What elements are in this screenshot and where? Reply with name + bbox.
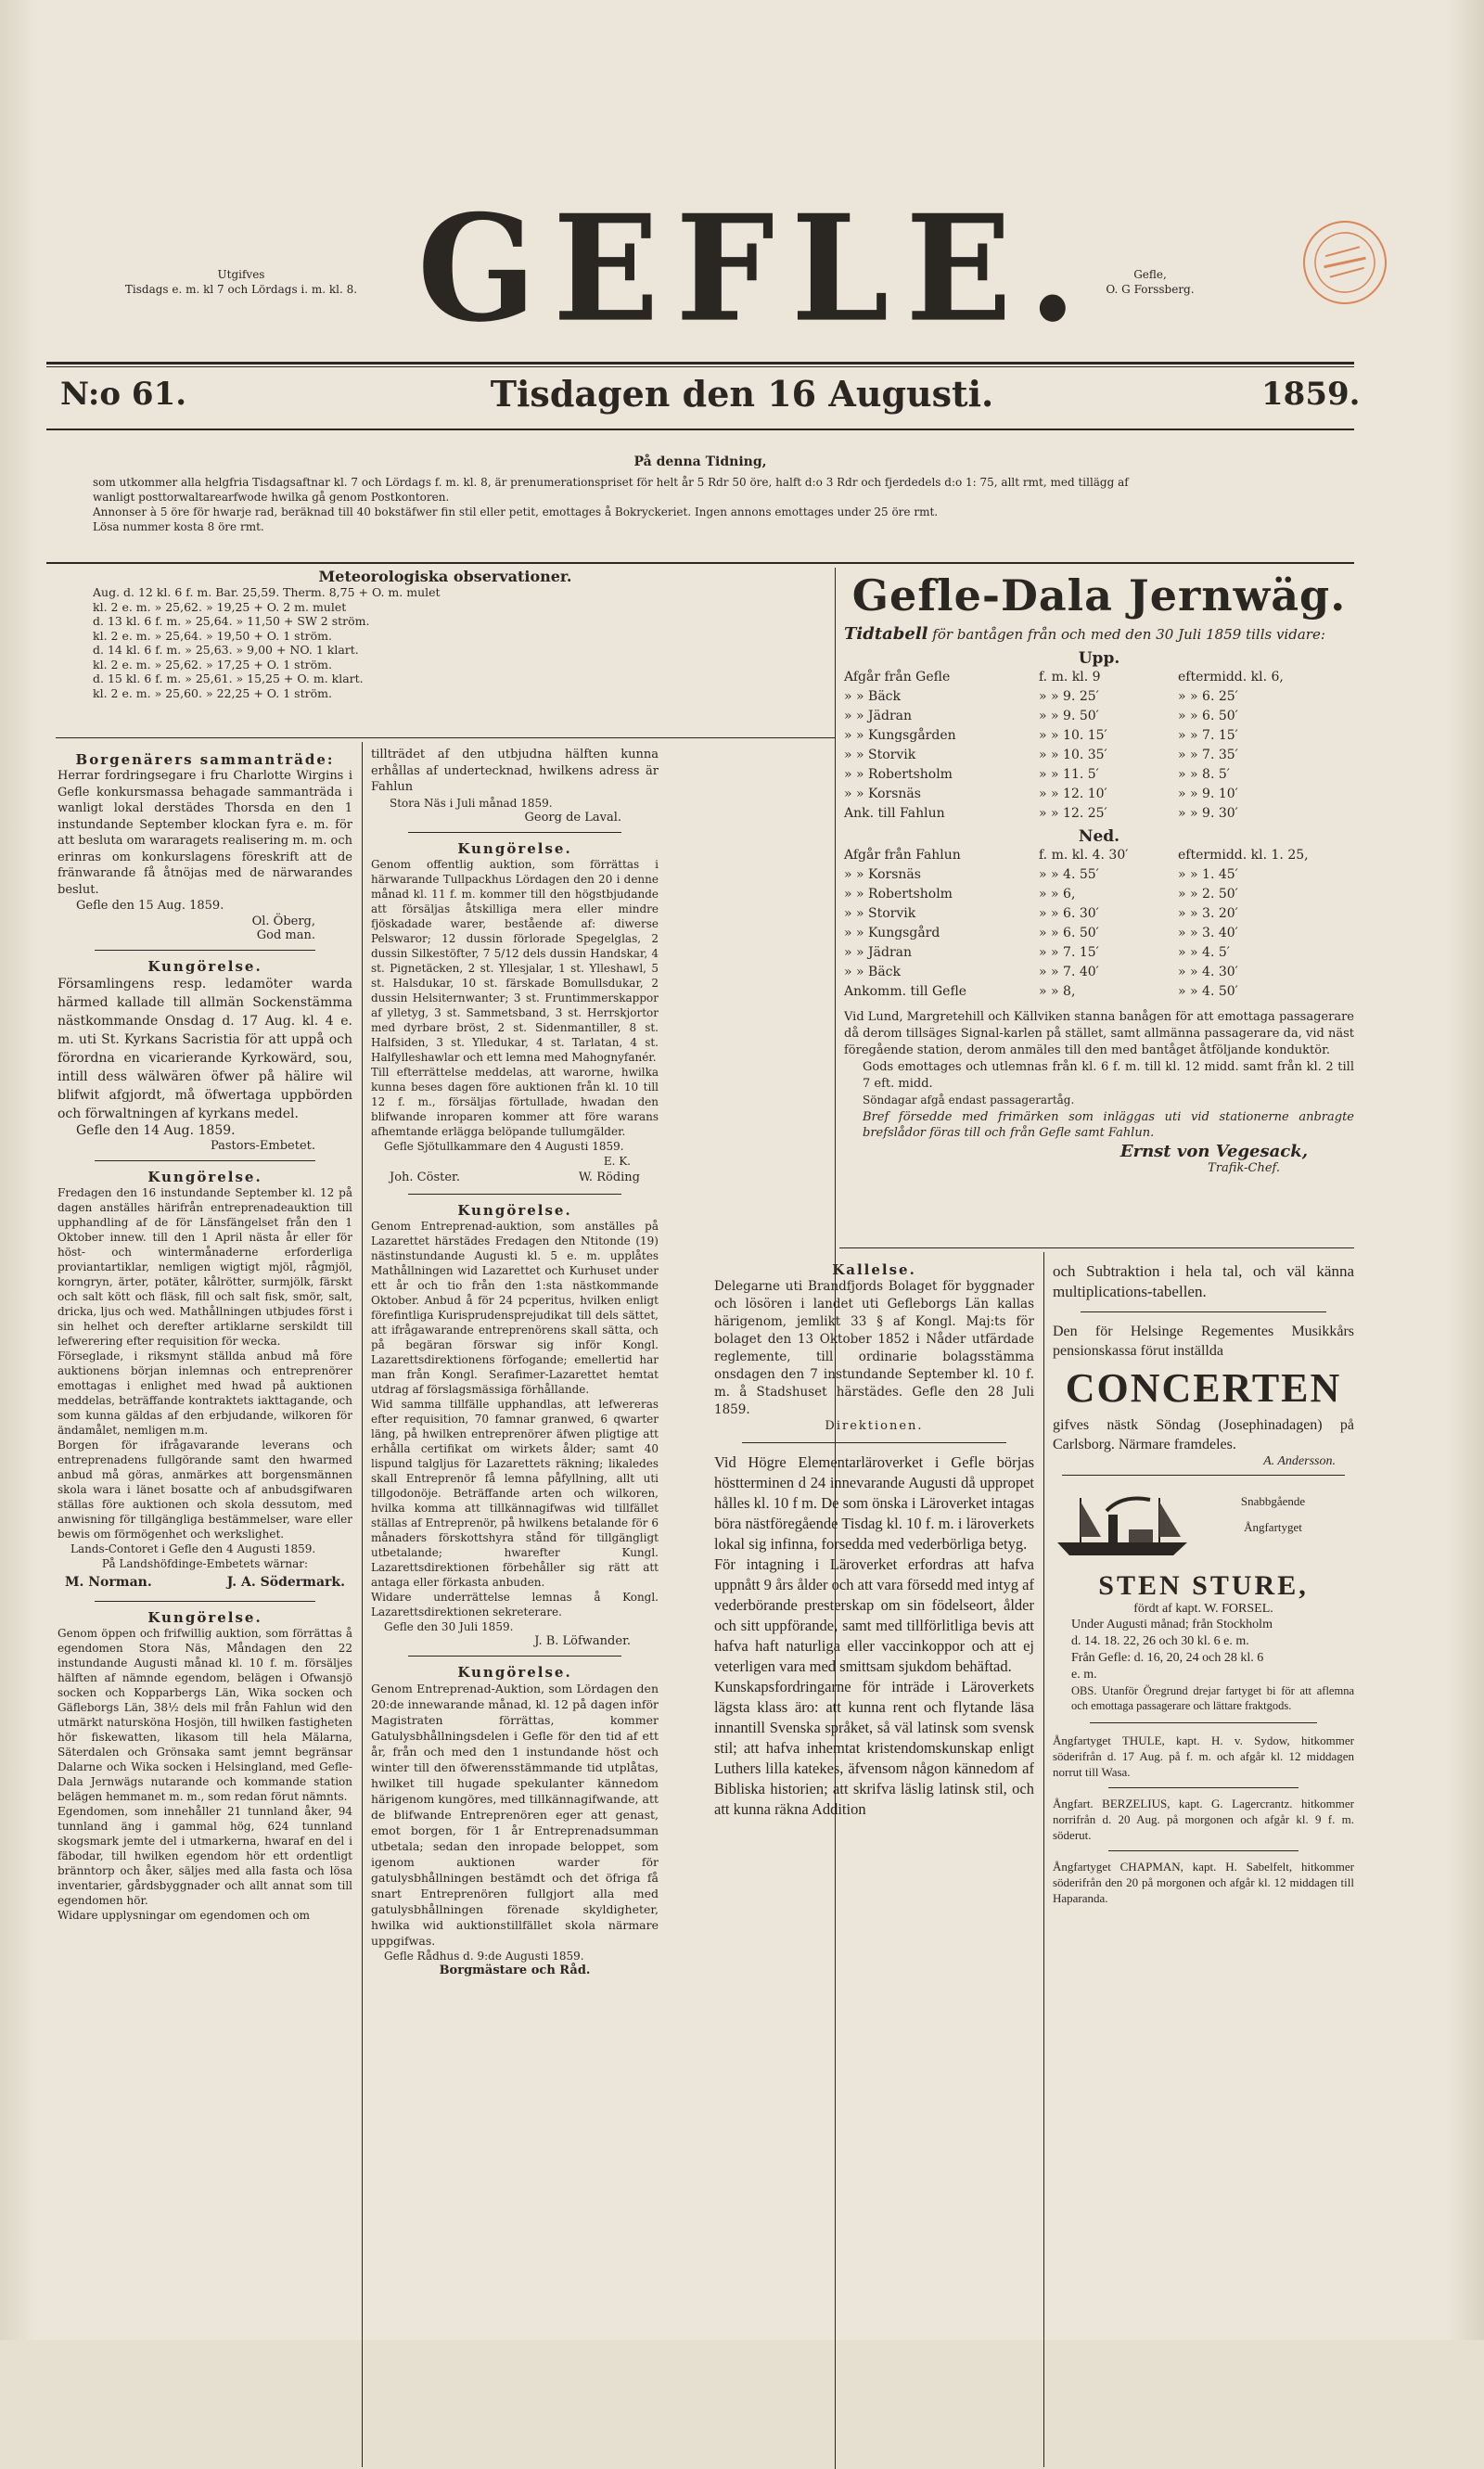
steamship-line4: e. m. xyxy=(1071,1668,1097,1682)
railway-note2: Gods emottages och utlemnas från kl. 6 f. m. till kl. 12 midd. samt från kl. 2 till 7 eft. midd. xyxy=(863,1060,1354,1091)
timetable-cell: f. m. kl. 9 xyxy=(1039,670,1101,684)
timetable-row xyxy=(844,943,1354,963)
issue-date: Tisdagen den 16 Augusti. xyxy=(490,373,994,415)
masthead-rule-thin xyxy=(46,366,1354,367)
meteo-rule xyxy=(56,737,835,738)
timetable-cell: f. m. kl. 4. 30′ xyxy=(1039,848,1129,863)
chapman-body: Ångfartyget CHAPMAN, kapt. H. Sabelfelt, hitkommer söderifrån den 20 på morgonen och afgår kl. 12 middagen till Haparanda. xyxy=(1053,1860,1354,1905)
notice-lighting-sig: Borgmästare och Råd. xyxy=(439,1963,591,1977)
school-cont-body: och Subtraktion i hela tal, och väl känna multiplications-tabellen. xyxy=(1053,1262,1354,1300)
railway-up-title: Upp. xyxy=(1078,649,1120,668)
notice-provisions-sigs xyxy=(58,1571,352,1593)
timetable-row xyxy=(844,885,1354,904)
timetable-cell: » » Storvik xyxy=(844,906,916,921)
railway-sig: Ernst von Vegesack, xyxy=(1119,1141,1308,1161)
timetable-cell: » » 4. 55′ xyxy=(1039,867,1099,882)
railway-tidtabell: Tidtabell xyxy=(844,624,928,644)
notice-estate-body: Genom öppen och frifwillig auktion, som förrättas å egendomen Stora Näs, Måndagen den 22 instundande Augusti månad kl. 10 f. m. försäljes hälften af nämnde egendom, belägen i Ofwansjö socken och Kopparbergs Län, Wika socken och Gäfleborgs Län, 38½ dels mil från Fahlun wid den utmärkt natursköna Hosjön, till hwilken fastigheten hör fiskewatten, likasom till hela Mälarna, Säterdalen och Grönsaka samt jemnt begränsar Dalarne och Wika socken i Helsingland, med Gefle-Dala Jernwägs nutarande och kommande station belägen hemmanet m. m., som redan förut nämnts. xyxy=(58,1627,352,1803)
steamship-small2: Ångfartyget xyxy=(1244,1520,1302,1534)
timetable-cell: » » Jädran xyxy=(844,945,913,960)
meteo-row: kl. 2 e. m. » 25,62. » 17,25 + O. 1 ström. xyxy=(93,657,332,672)
railway-subtitle xyxy=(844,624,1354,644)
timetable-cell: » » 10. 35′ xyxy=(1039,748,1107,762)
timetable-cell: » » Kungsgård xyxy=(844,926,940,940)
meteo-row: Aug. d. 12 kl. 6 f. m. Bar. 25,59. Therm. 8,75 + O. m. mulet xyxy=(93,585,441,599)
creditors-title: Borgenärers sammanträde: xyxy=(75,751,335,768)
timetable-cell: » » 3. 40′ xyxy=(1178,926,1238,940)
timetable-row xyxy=(844,785,1354,804)
timetable-cell: » » 7. 15′ xyxy=(1039,945,1099,960)
divider xyxy=(408,1194,621,1195)
fire-insurance-body: Delegarne uti Brandfjords Bolaget för byggnader och lösören i landet uti Gefleborgs Län kallas härigenom, jemlikt 33 § af Kongl. Maj:ts för bolaget den 13 Oktober 1852 i Nåder utfärdade reglemente, till ordinarie bolagsstämma onsdagen den 7 instundande September kl. 10 f. m. å Stadshuset härstädes. Gefle den 28 Juli 1859. xyxy=(714,1279,1034,1417)
meteo-block xyxy=(83,568,807,700)
divider xyxy=(408,832,621,833)
notice-hospital-sig: J. B. Löfwander. xyxy=(534,1633,631,1648)
notice-hospital-title: Kungörelse. xyxy=(457,1201,572,1219)
notice-parish-date: Gefle den 14 Aug. 1859. xyxy=(76,1122,236,1138)
masthead-rule xyxy=(46,362,1354,365)
estate-cont-date: Stora Näs i Juli månad 1859. xyxy=(390,796,553,810)
masthead-left-top: Utgifves xyxy=(217,268,265,281)
subscription-line4: Lösa nummer kosta 8 öre rmt. xyxy=(93,520,264,533)
school-body3: Kunskapsfordringarne för inträde i Läroverkets lägsta klass äro: att kunna rent och flytande läsa innantill Svenska språket, så väl latinsk som svensk stil; att hafva inhemtat kristendomskunskap enligt Luthers lilla katekes, äfvensom någon kännedom af Bibliska historien; att skrifva läslig latinsk stil, och att kunna räkna Addition xyxy=(714,1678,1034,1818)
timetable-cell: » » 9. 30′ xyxy=(1178,806,1238,821)
notice-estate-body3: Widare upplysningar om egendomen och om xyxy=(58,1909,311,1922)
signature-coster: Joh. Cöster. xyxy=(390,1170,460,1184)
railway-down-table xyxy=(844,846,1354,1002)
timetable-row xyxy=(844,687,1354,707)
timetable-cell: » » 10. 15′ xyxy=(1039,728,1107,743)
timetable-row xyxy=(844,904,1354,924)
steamship-icon xyxy=(1053,1489,1192,1561)
railway-rule xyxy=(839,1247,1354,1248)
signature-norman: M. Norman. xyxy=(65,1575,152,1590)
notice-parish-sig: Pastors-Embetet. xyxy=(210,1139,315,1153)
meteo-row: kl. 2 e. m. » 25,60. » 22,25 + O. 1 ström. xyxy=(93,685,332,700)
notice-customs-body: Genom offentlig auktion, som förrättas i härwarande Tullpackhus Lördagen den 20 i denne månad kl. 11 f. m. kommer till den högstbjudande att försäljas åtskilliga mera eller mindre fjöskadade warer, bestående af: diwerse Pelswaror; 12 dussin förlorade Spegelglas, 2 dussin Silkestöfter, 7 5/12 dels dussin Handskar, 4 st. Pignetäcken, 2 st. Yllesjalar, 1 st. Ylleshawl, 5 st. Halsdukar, 10 st. färskade Bomullsdukar, 2 dussin Helsiternwanter; 3 st. Fruntimmerskappor af ylletyg, 3 st. Sammetsband, 3 st. Herrskjortor med dyrbare bröst, 2 st. Sidenmantiller, 8 st. Halfsiden, 3 st. Ylledukar, 4 st. Tarlatan, 4 st. Halfylleshawlar och ett lemna med Mahognyfanér. xyxy=(371,857,659,1064)
divider xyxy=(1062,1475,1345,1476)
issue-number: N:o 61. xyxy=(60,376,187,413)
timetable-row xyxy=(844,982,1354,1002)
steamship-block xyxy=(1053,1481,1354,1570)
steamship-line1: Under Augusti månad; från Stockholm xyxy=(1071,1618,1273,1631)
timetable-cell: » » 4. 50′ xyxy=(1178,984,1238,999)
school-body: Vid Högre Elementarläroverket i Gefle börjas höstterminen d 24 innevarande Augusti då uppropet hålles kl. 10 f m. De som önska i Läroverket intagas böra nästföregående Tisdag kl. 10 f. m. i läroverkets lokal sig infinna, forsedda med vederbörliga betyg. xyxy=(714,1453,1034,1553)
timetable-cell: » » 4. 30′ xyxy=(1178,965,1238,979)
timetable-cell: » » 11. 5′ xyxy=(1039,767,1099,782)
issue-year: 1859. xyxy=(1261,376,1361,413)
divider xyxy=(95,950,315,951)
timetable-cell: » » 6. 30′ xyxy=(1039,906,1099,921)
divider xyxy=(1081,1311,1326,1312)
timetable-cell: » » 4. 5′ xyxy=(1178,945,1230,960)
railway-title: Gefle-Dala Jernwäg. xyxy=(851,570,1347,620)
masthead-right xyxy=(1067,267,1234,297)
notice-lighting-title: Kungörelse. xyxy=(457,1663,572,1681)
steamship-line2: d. 14. 18. 22, 26 och 30 kl. 6 e. m. xyxy=(1071,1634,1249,1648)
notice-customs-ek: E. K. xyxy=(603,1154,631,1168)
meteo-row: kl. 2 e. m. » 25,62. » 19,25 + O. 2 m. mulet xyxy=(93,599,347,614)
timetable-cell: » » Robertsholm xyxy=(844,887,953,902)
notice-provisions-office: På Landshöfdinge-Embetets wärnar: xyxy=(101,1557,309,1570)
meteo-row: d. 13 kl. 6 f. m. » 25,64. » 11,50 + SW 2 ström. xyxy=(93,614,370,628)
steamship-schedule xyxy=(1053,1617,1354,1683)
meteo-table xyxy=(93,585,807,700)
column-3 xyxy=(714,1261,1034,1820)
railway-ad xyxy=(844,570,1354,1175)
timetable-cell: » » 1. 45′ xyxy=(1178,867,1238,882)
notice-customs-sigs xyxy=(371,1169,659,1186)
timetable-cell: » » 2. 50′ xyxy=(1178,887,1238,902)
concert-sig: A. Andersson. xyxy=(1263,1454,1336,1468)
notice-provisions-body2: Förseglade, i riksmynt ställda anbud må före auktionens början inlemnas och entreprenörer emottagas i enlighet med hwad på auktionen meddelas, beträffande kontraktets iakttagande, och som kunna gäldas af den erbjudande, wilkoren för ändamålet, nemligen m.m. xyxy=(58,1350,352,1437)
timetable-cell: » » 9. 50′ xyxy=(1039,709,1099,723)
timetable-cell: » » Storvik xyxy=(844,748,916,762)
timetable-row xyxy=(844,746,1354,765)
timetable-cell: » » 7. 35′ xyxy=(1178,748,1238,762)
creditors-sig: Ol. Öberg, xyxy=(251,914,315,928)
meteo-row: d. 15 kl. 6 f. m. » 25,61. » 15,25 + O. m. klart. xyxy=(93,672,364,685)
timetable-cell: » » 6. 25′ xyxy=(1178,689,1238,704)
timetable-cell: » » Bäck xyxy=(844,965,901,979)
notice-parish-body: Församlingens resp. ledamöter warda härmed kallade till allmän Sockenstämma nästkommande Onsdag d. 17 Aug. kl. 4 e. m. uti St. Kyrkans Sacristia för att uppå och förordna en vicarierande Kyrkowärd, sou, intill dess wälwären öfwer på hälire wil blifwit afgjordt, må öfwertaga uppbörden och förwaltningen af kyrkans medel. xyxy=(58,976,352,1121)
divider xyxy=(95,1601,315,1602)
meteo-title: Meteorologiska observationer. xyxy=(318,568,572,585)
timetable-cell: » » Korsnäs xyxy=(844,867,921,882)
masthead-right-top: Gefle, xyxy=(1133,268,1167,281)
divider xyxy=(1108,1850,1298,1851)
subscription-body xyxy=(93,475,1336,534)
creditors-date: Gefle den 15 Aug. 1859. xyxy=(76,899,224,913)
thule-body: Ångfartyget THULE, kapt. H. v. Sydow, hitkommer söderifrån d. 17 Aug. på f. m. och afgår kl. 12 middagen norrut till Wasa. xyxy=(1053,1733,1354,1779)
meteo-row: kl. 2 e. m. » 25,64. » 19,50 + O. 1 ström. xyxy=(93,628,332,643)
subscription-line3: Annonser à 5 öre för hwarje rad, beräknad till 40 bokstäfwer fin stil eller petit, emottages å Bokryckeriet. Ingen annons emottages under 25 öre rmt. xyxy=(93,505,939,518)
timetable-cell: » » 6. 50′ xyxy=(1039,926,1099,940)
masthead-left xyxy=(88,267,394,297)
timetable-cell: » » 7. 40′ xyxy=(1039,965,1099,979)
notice-provisions-date: Lands-Contoret i Gefle den 4 Augusti 1859. xyxy=(70,1542,316,1555)
timetable-row xyxy=(844,707,1354,726)
timetable-cell: Afgår från Fahlun xyxy=(844,848,961,863)
notice-lighting-body: Genom Entreprenad-Auktion, som Lördagen den 20:de innewarande månad, kl. 12 på dagen inför Magistraten förrättas, kommer Gatulysbhållningsdelen i Gefle för den tid af ett år, från och med den 1 instundande höst och winter till den öfwerensstämmande tid utplåtas, hwilket till hugade spekulanter kännedom härigenom kungöres, med tillkännagifwande, att de blifwande Entreprenören eger att genast, emot borgen, för 1 år Entreprenadsumman utbetala; sedan den inropade beloppet, som igenom auktionen warder för gatulysbhållningen bestämdt och det öfriga få snart Entreprenören fullgjort alla med gatulysbhållningen förenade skyldigheter, hwilka wid auktionstillfället skola närmare uppgifwas. xyxy=(371,1681,659,1948)
signature-roding: W. Röding xyxy=(578,1170,640,1184)
railway-sig-title: Trafik-Chef. xyxy=(1208,1160,1280,1175)
concert-headline: CONCERTEN xyxy=(1065,1365,1342,1411)
steamship-name: STEN STURE, xyxy=(1098,1570,1309,1601)
railway-up-table xyxy=(844,668,1354,824)
timetable-cell: » » Korsnäs xyxy=(844,787,921,801)
divider xyxy=(1108,1787,1298,1788)
notice-provisions-body3: Borgen för ifrågavarande leverans och entreprenadens fullgörande samt den hwarmed anbud må göras, anmärkes att borgensmännen skola wara i länet bosatte och af anbudsgifwaren ställas före auktionen och skola dessutom, med anwisning för tillgängliga bestämmelser, ware eller bewis om förmögenhet och werkslighet. xyxy=(58,1439,352,1541)
estate-cont-sig: Georg de Laval. xyxy=(524,810,621,825)
steamship-captain: fördt af kapt. W. FORSEL. xyxy=(1133,1602,1273,1616)
timetable-cell: » » 6, xyxy=(1039,887,1076,902)
signature-sodermark: J. A. Södermark. xyxy=(226,1575,345,1590)
notice-customs-body2: Till efterrättelse meddelas, att warorne, hwilka kunna beses dagen före auktionen från kl. 10 till 12 f. m., försäljas förtullade, hwadan den blifwande inroparen kommer att före warans afhemtande erlägga belöpande tullumgälder. xyxy=(371,1065,659,1138)
timetable-row xyxy=(844,846,1354,865)
masthead-right-bottom: O. G Forssberg. xyxy=(1106,283,1195,296)
column-divider-3 xyxy=(1043,1252,1044,2467)
creditors-sig-title: God man. xyxy=(256,927,315,942)
timetable-cell: Ankomm. till Gefle xyxy=(844,984,967,999)
railway-note1: Vid Lund, Margretehill och Källviken stanna banågen för att emottaga passagerare då derom tillsäges Signal-karlen på stället, samt allmänna passagerare da, vid näst föregående station, derom anmäles till den med bantåget åtföljande konduktör. xyxy=(844,1010,1354,1057)
railway-down-title: Ned. xyxy=(1078,827,1120,846)
notice-hospital-date: Gefle den 30 Juli 1859. xyxy=(384,1619,514,1633)
divider xyxy=(1090,1722,1317,1723)
column-divider-1 xyxy=(362,742,363,2467)
subscription-rule xyxy=(46,562,1354,564)
timetable-cell: » » Robertsholm xyxy=(844,767,953,782)
meteo-row: d. 14 kl. 6 f. m. » 25,63. » 9,00 + NO. 1 klart. xyxy=(93,643,359,657)
timetable-cell: » » 9. 10′ xyxy=(1178,787,1238,801)
timetable-cell: » » 12. 25′ xyxy=(1039,806,1107,821)
railway-tidtabell-rest: för bantågen från och med den 30 Juli 1859 tills vidare: xyxy=(932,626,1325,643)
notice-customs-title: Kungörelse. xyxy=(457,839,572,857)
notice-provisions-title: Kungörelse. xyxy=(147,1169,262,1185)
postal-stamp-icon xyxy=(1298,215,1392,310)
subscription-line1: som utkommer alla helgfria Tisdagsaftnar kl. 7 och Lördags f. m. kl. 8, är prenumerationspriset för helt år 5 Rdr 50 öre, halft d:o 3 Rdr och fjerdedels d:o 1: 75, allt rmt, med tillägg af xyxy=(93,476,1129,489)
fire-insurance-title: Kallelse. xyxy=(832,1261,916,1278)
steamship-line3: Från Gefle: d. 16, 20, 24 och 28 kl. 6 xyxy=(1071,1651,1264,1665)
dateline-rule xyxy=(46,429,1354,430)
timetable-row xyxy=(844,726,1354,746)
timetable-cell: eftermidd. kl. 6, xyxy=(1178,670,1284,684)
notice-hospital-body2: Wid samma tillfälle upphandlas, att lefwereras efter requisition, 70 famnar granwed, 6 qwarter läng, på hwilken entreprenörer äfwen pligtige att erhålla certifikat om wirkets ålder; samt 40 lispund talgljus för Lazarettets räkning; likaledes skall Entreprenör få lemna påfyllning, allt uti tillgodonöje. Beträffande arten och wilkoren, hvilka komma att tillkännagifwas wid tillfället ställas af Entreprenör, på hwilkens betalande för 6 månaders förskottshyra stånd för tillgängligt utbetalande; hwarefter Kungl. Lazarettsdirektionen förbehåller sig rätt att antaga eller förkasta anbuden. xyxy=(371,1397,659,1589)
railway-note4: Bref försedde med frimärken som inläggas uti vid stationerne anbragte brefslådor föras till och från Gefle samt Fahlun. xyxy=(863,1109,1354,1140)
timetable-row xyxy=(844,963,1354,982)
timetable-cell: » » 8. 5′ xyxy=(1178,767,1230,782)
subscription-line2: wanligt posttorwaltarearfwode hwilka gå genom Postkontoren. xyxy=(93,491,450,504)
estate-cont-body: tillträdet af den utbjudna hälften kunna erhållas af undertecknad, hwilkens adress är Fahlun xyxy=(371,748,659,794)
notice-estate-body2: Egendomen, som innehåller 21 tunnland åker, 94 tunnland äng i gammal hög, 624 tunnland skogsmark jemte del i utmarkerna, hwaraf en del i fäbodar, till hwilken egendom hör ett ordentligt bränntorp och åker, säljes med alla fasta och lösa inventarier, gårdsbyggnader och allt annat som till egendomen hör. xyxy=(58,1805,352,1907)
timetable-cell: Ank. till Fahlun xyxy=(844,806,945,821)
steamship-small1: Snabbgående xyxy=(1240,1494,1306,1508)
notice-parish-title: Kungörelse. xyxy=(147,957,262,975)
railway-note3: Söndagar afgå endast passagerartåg. xyxy=(863,1094,1075,1107)
masthead-left-bottom: Tisdags e. m. kl 7 och Lördags i. m. kl. 8. xyxy=(124,283,358,296)
notice-provisions-body: Fredagen den 16 instundande September kl. 12 på dagen anställes härifrån entreprenadeauktion till upphandling af de för Länsfängelset från den 1 Oktober innew. till den 1 April nästa år eller för höst- och wintermånaderne erforderliga proviantartiklar, nemligen wigtigt mjöl, rågmjöl, korngryn, ärter, potäter, kålrötter, surmjölk, färskt och salt kött och fläsk, fill och salt fisk, smör, salt, dricka, ljus och wed. Mathållningen utbjudes först i sin helhet och derefter artiklarne serskildt till lefwerering efter requisition för wecka. xyxy=(58,1186,352,1348)
divider xyxy=(742,1442,1006,1443)
timetable-row xyxy=(844,924,1354,943)
notice-lighting-date: Gefle Rådhus d. 9:de Augusti 1859. xyxy=(384,1949,584,1963)
column-1 xyxy=(58,751,352,1923)
timetable-cell: » » Bäck xyxy=(844,689,901,704)
timetable-cell: » » 7. 15′ xyxy=(1178,728,1238,743)
berzelius-body: Ångfart. BERZELIUS, kapt. G. Lagercrantz. hitkommer norrifrån d. 20 Aug. på morgonen och afgår kl. 9 f. m. söderut. xyxy=(1053,1797,1354,1842)
timetable-row xyxy=(844,804,1354,824)
timetable-cell: Afgår från Gefle xyxy=(844,670,951,684)
timetable-cell: » » 6. 50′ xyxy=(1178,709,1238,723)
steamship-obs: OBS. Utanför Öregrund drejar fartyget bi för att aflemna och emottaga passagerare och lättare fraktgods. xyxy=(1071,1684,1354,1712)
divider xyxy=(408,1656,621,1657)
fire-insurance-sig: Direktionen. xyxy=(825,1419,924,1433)
timetable-cell: » » 3. 20′ xyxy=(1178,906,1238,921)
notice-estate-title: Kungörelse. xyxy=(147,1609,262,1626)
school-body2: För intagning i Läroverket erfordras att hafva uppnått 9 års ålder och att vara försedd med intyg af vederbörande presterskap om sin födelseort, ålder och sitt uppförande, samt med tillförlitliga bevis att hafva haft naturliga eller vaccinkoppor och att ej veterligen vara med smittsam sjukdom behäftad. xyxy=(714,1555,1034,1675)
subscription-title: På denna Tidning, xyxy=(633,454,767,469)
concert-body: Den för Helsinge Regementes Musikkårs pensionskassa förut inställda xyxy=(1053,1324,1354,1359)
timetable-row xyxy=(844,865,1354,885)
timetable-cell: » » Kungsgården xyxy=(844,728,956,743)
timetable-cell: » » 9. 25′ xyxy=(1039,689,1099,704)
timetable-cell: eftermidd. kl. 1. 25, xyxy=(1178,848,1309,863)
notice-hospital-body: Genom Entreprenad-auktion, som anställes på Lazarettet härstädes Fredagen den Ntitonde (19) nästinstundande Augusti kl. 5 e. m. upplåtes Mathållningen wid Lazarettet och Kurhuset under ett år och tio från den 1:sta nästkommande Oktober. Anbud å för 24 pcperitus, hvilken enligt förefintliga Kurisprudensprejudikat till dels sättet, att ifrågawarande entreprenörens skall sätta, och på begäran förswar sig inför Kongl. Lazarettsdirektionens förfogande; emellertid har man från Kongl. Serafimer-Lazarettet hemtat utdrag af förslagsmässiga förhållande. xyxy=(371,1219,659,1396)
masthead-title: GEFLE. xyxy=(417,183,1094,355)
timetable-row xyxy=(844,765,1354,785)
divider xyxy=(95,1160,315,1161)
concert-body2: gifves nästk Söndag (Josephinadagen) på Carlsborg. Närmare framdeles. xyxy=(1053,1417,1354,1452)
timetable-cell: » » 12. 10′ xyxy=(1039,787,1107,801)
column-4 xyxy=(1053,1261,1354,1906)
notice-hospital-body3: Widare underrättelse lemnas å Kongl. Lazarettsdirektionen sekreterare. xyxy=(371,1590,659,1618)
timetable-row xyxy=(844,668,1354,687)
timetable-cell: » » 8, xyxy=(1039,984,1076,999)
notice-customs-date: Gefle Sjötullkammare den 4 Augusti 1859. xyxy=(384,1139,624,1153)
creditors-body: Herrar fordringsegare i fru Charlotte Wirgins i Gefle konkursmassa behagade sammanträda i wanligt lokal derstädes Thorsda en den 1 instundande September klockan fyra e. m. för att besluta om wararagets realisering m. m. och erinras om konkurslagens föreskrift att de fränwarande få åtnöjas med de närwarandes beslut. xyxy=(58,769,352,897)
timetable-cell: » » Jädran xyxy=(844,709,913,723)
